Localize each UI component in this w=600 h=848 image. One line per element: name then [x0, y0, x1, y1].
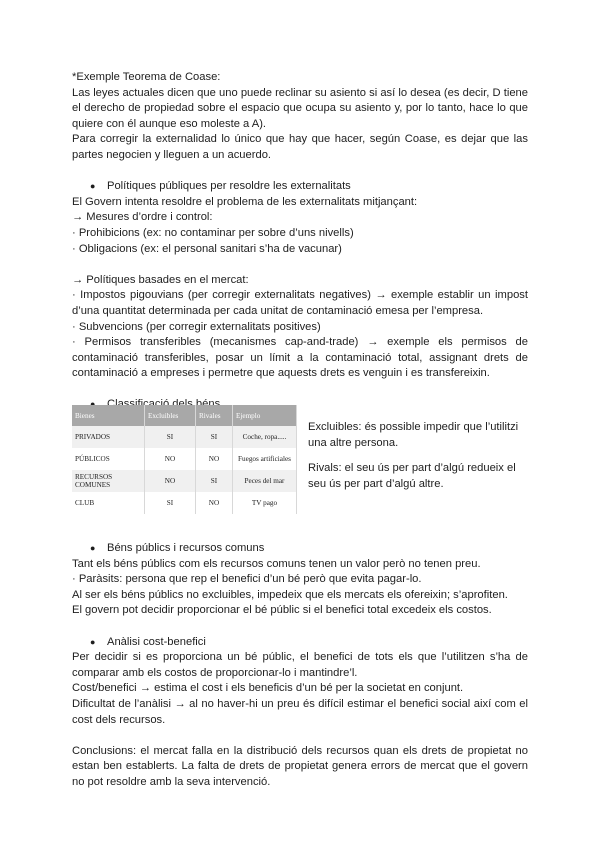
table-row — [72, 448, 297, 470]
bullet-icon: ● — [90, 543, 96, 553]
transferable-permits: · Permisos transferibles (mecanismes cap-and-trade) → exemple els permisos de contaminació transferibles, posar un límit a la contaminació total, assignant drets de contaminació a empreses i permetre que aquests drets es venguin i es transfereixin. — [72, 336, 528, 380]
cba-line-1: Per decidir si es proporciona un bé públic, el benefici de tots els que l’utilitzen s’ha de comparar amb els costos de proporcionar-lo i mantindre’l. — [72, 651, 528, 679]
table-cell: SI — [145, 426, 196, 448]
cba-line-2: Cost/benefici → estima el cost i els beneficis d’un bé per la societat en conjunt. — [72, 682, 464, 695]
goods-definitions — [308, 420, 533, 492]
bullet-icon: ● — [90, 181, 96, 192]
table-cell: RECURSOS COMUNES — [72, 470, 145, 492]
coase-title: *Exemple Teorema de Coase: — [72, 71, 221, 83]
table-row — [72, 470, 297, 492]
cba-heading: ● Anàlisi cost-benefici — [72, 635, 528, 651]
document-body-lower — [72, 541, 528, 791]
table-cell: PRIVADOS — [72, 426, 145, 448]
table-header: Bienes — [72, 405, 145, 426]
coase-paragraph-2: Para corregir la externalidad lo único que hay que hacer, según Coase, es dejar que las partes negocien y lleguen a un acuerdo. — [72, 133, 528, 161]
cba-line-3: Dificultat de l’anàlisi → al no haver-hi un preu és difícil estimar el benefici social així com el cost dels recursos. — [72, 697, 528, 726]
document-body — [72, 70, 528, 413]
pigouvian-taxes: · Impostos pigouvians (per corregir externalitats negatives) → exemple establir un impost d’una quantitat determinada per cada unitat de contaminació emesa per l’empresa. — [72, 289, 528, 317]
table-cell: NO — [145, 470, 196, 492]
table-cell: Fuegos artificiales — [233, 448, 297, 470]
subsidies: · Subvencions (per corregir externalitats positives) — [72, 320, 321, 333]
command-control: → Mesures d’ordre i control: — [72, 211, 213, 224]
policies-intro: El Govern intenta resoldre el problema de les externalitats mitjançant: — [72, 195, 418, 208]
public-line-4: El govern pot decidir proporcionar el bé públic si el benefici total excedeix els costos. — [72, 604, 492, 617]
public-goods-heading: ● Béns públics i recursos comuns — [72, 541, 528, 557]
market-policies: → Polítiques basades en el mercat: — [72, 273, 249, 286]
goods-table-wrapper — [72, 405, 297, 514]
excludable-definition: Excluibles: és possible impedir que l’utilitzi una altre persona. — [308, 421, 519, 449]
table-cell: Peces del mar — [233, 470, 297, 492]
goods-table — [72, 405, 297, 514]
table-cell: NO — [196, 448, 233, 470]
conclusions: Conclusions: el mercat falla en la distribució dels recursos quan els drets de propietat no estan ben establerts. La falta de drets de propietat genera errors de mercat que el govern no pot resoldre amb la seva intervenció. — [72, 744, 528, 788]
table-header: Excluibles — [145, 405, 196, 426]
table-row — [72, 492, 297, 514]
table-cell: SI — [145, 492, 196, 514]
table-header: Ejemplo — [233, 405, 297, 426]
table-cell: TV pago — [233, 492, 297, 514]
table-cell: NO — [196, 492, 233, 514]
obligations: · Obligacions (ex: el personal sanitari s’ha de vacunar) — [72, 242, 342, 255]
table-cell: SI — [196, 470, 233, 492]
table-cell: Coche, ropa..... — [233, 426, 297, 448]
rival-definition: Rivals: el seu ús per part d’algú redueix el seu ús per part d’algú altre. — [308, 462, 516, 490]
policies-heading: ● Polítiques públiques per resoldre les externalitats — [72, 179, 528, 195]
table-row — [72, 426, 297, 448]
table-cell: CLUB — [72, 492, 145, 514]
table-cell: SI — [196, 426, 233, 448]
prohibitions: · Prohibicions (ex: no contaminar per sobre d’uns nivells) — [72, 226, 354, 239]
table-cell: NO — [145, 448, 196, 470]
table-cell: PÚBLICOS — [72, 448, 145, 470]
public-line-2: · Paràsits: persona que rep el benefici d’un bé però que evita pagar-lo. — [72, 573, 422, 586]
public-line-1: Tant els béns públics com els recursos comuns tenen un valor però no tenen preu. — [72, 557, 481, 570]
coase-paragraph-1: Las leyes actuales dicen que uno puede reclinar su asiento si así lo desea (es decir, D tiene el derecho de propiedad sobre el espacio que ocupa su asiento y, por lo tanto, hace lo que quiere con él aunque eso moleste a A). — [72, 86, 528, 130]
public-line-3: Al ser els béns públics no excluibles, impedeix que els mercats els ofereixin; s’aprofiten. — [72, 588, 508, 601]
table-header: Rivales — [196, 405, 233, 426]
bullet-icon: ● — [90, 636, 96, 647]
